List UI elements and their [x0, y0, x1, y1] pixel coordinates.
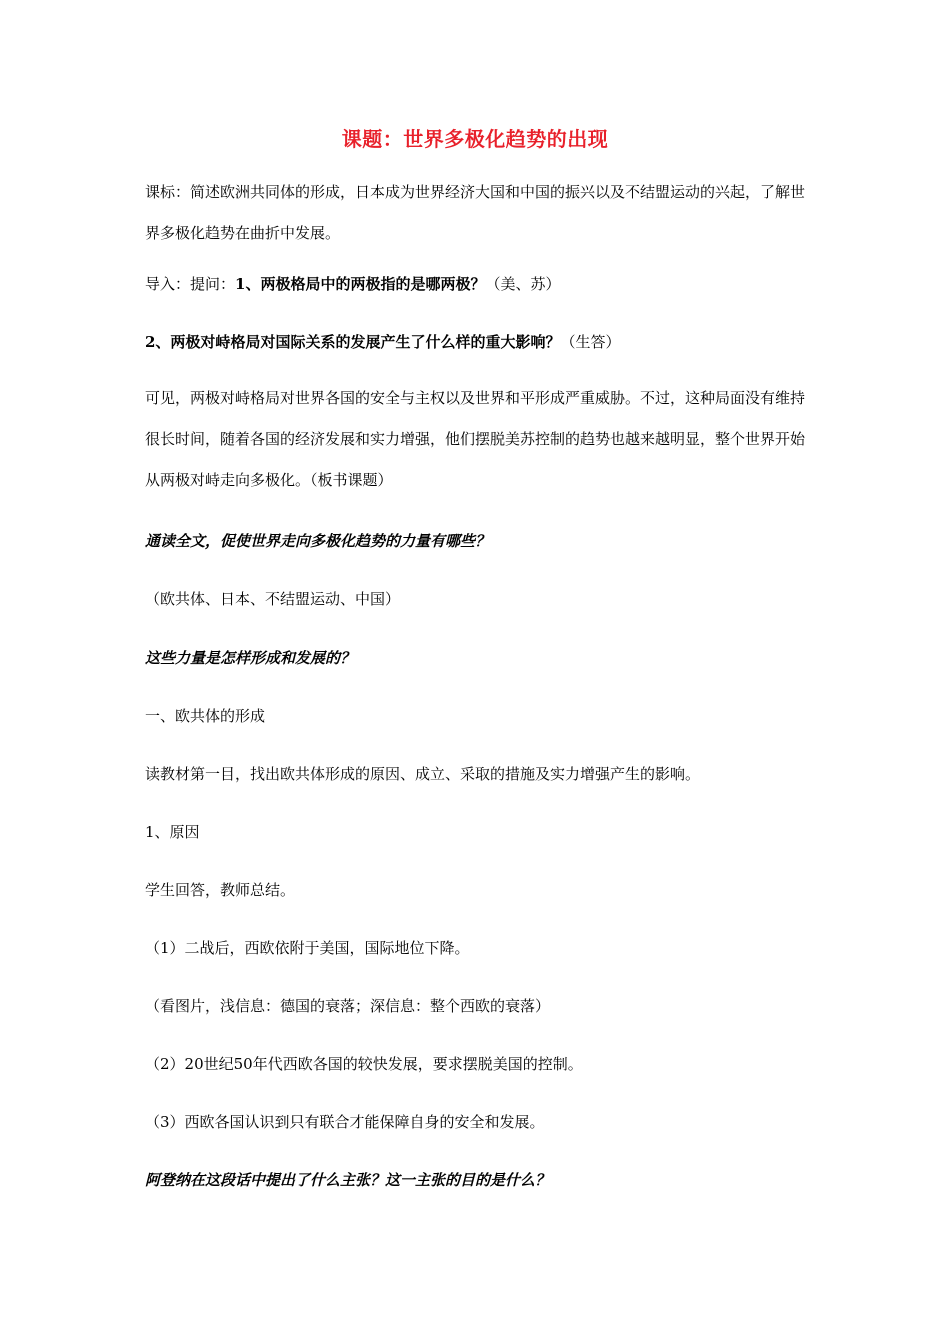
- picture-note: （看图片，浅信息：德国的衰落；深信息：整个西欧的衰落）: [145, 997, 551, 1015]
- question-2-text: 2、两极对峙格局对国际关系的发展产生了什么样的重大影响？: [145, 333, 561, 351]
- student-answer-note: 学生回答，教师总结。: [145, 881, 296, 899]
- subheading-reasons: 1、原因: [145, 823, 200, 841]
- intro-question-2: [145, 331, 620, 353]
- reason-1: （1）二战后，西欧依附于美国，国际地位下降。: [145, 939, 470, 957]
- summary-paragraph: 可见，两极对峙格局对世界各国的安全与主权以及世界和平形成严重威胁。不过，这种局面没有维持很长时间，随着各国的经济发展和实力增强，他们摆脱美苏控制的趋势也越来越明显，整个世界开始从两极对峙走向多极化。（板书课题）: [145, 389, 806, 489]
- section-heading-1: 一、欧共体的形成: [145, 707, 266, 725]
- reason-2: （2）20世纪50年代西欧各国的较快发展，要求摆脱美国的控制。: [145, 1055, 583, 1073]
- question-adenauer: 阿登纳在这段话中提出了什么主张？这一主张的目的是什么？: [145, 1171, 551, 1189]
- answer-forces: （欧共体、日本、不结盟运动、中国）: [145, 590, 401, 608]
- question-2-answer: （生答）: [560, 333, 621, 351]
- intro-question-1: [145, 273, 560, 295]
- curriculum-standard: 课标：简述欧洲共同体的形成，日本成为世界经济大国和中国的振兴以及不结盟运动的兴起，了解世界多极化趋势在曲折中发展。: [145, 183, 806, 242]
- intro-prefix: 导入：提问：: [145, 275, 236, 293]
- reason-3: （3）西欧各国认识到只有联合才能保障自身的安全和发展。: [145, 1113, 545, 1131]
- reading-task: 读教材第一目，找出欧共体形成的原因、成立、采取的措施及实力增强产生的影响。: [145, 765, 701, 783]
- intro-question-text: 1、两极格局中的两极指的是哪两极？: [235, 275, 486, 293]
- question-forces: 通读全文，促使世界走向多极化趋势的力量有哪些？: [145, 532, 491, 550]
- intro-answer: （美、苏）: [485, 275, 561, 293]
- question-how: 这些力量是怎样形成和发展的？: [145, 649, 356, 667]
- page-title: 课题：世界多极化趋势的出现: [341, 127, 609, 151]
